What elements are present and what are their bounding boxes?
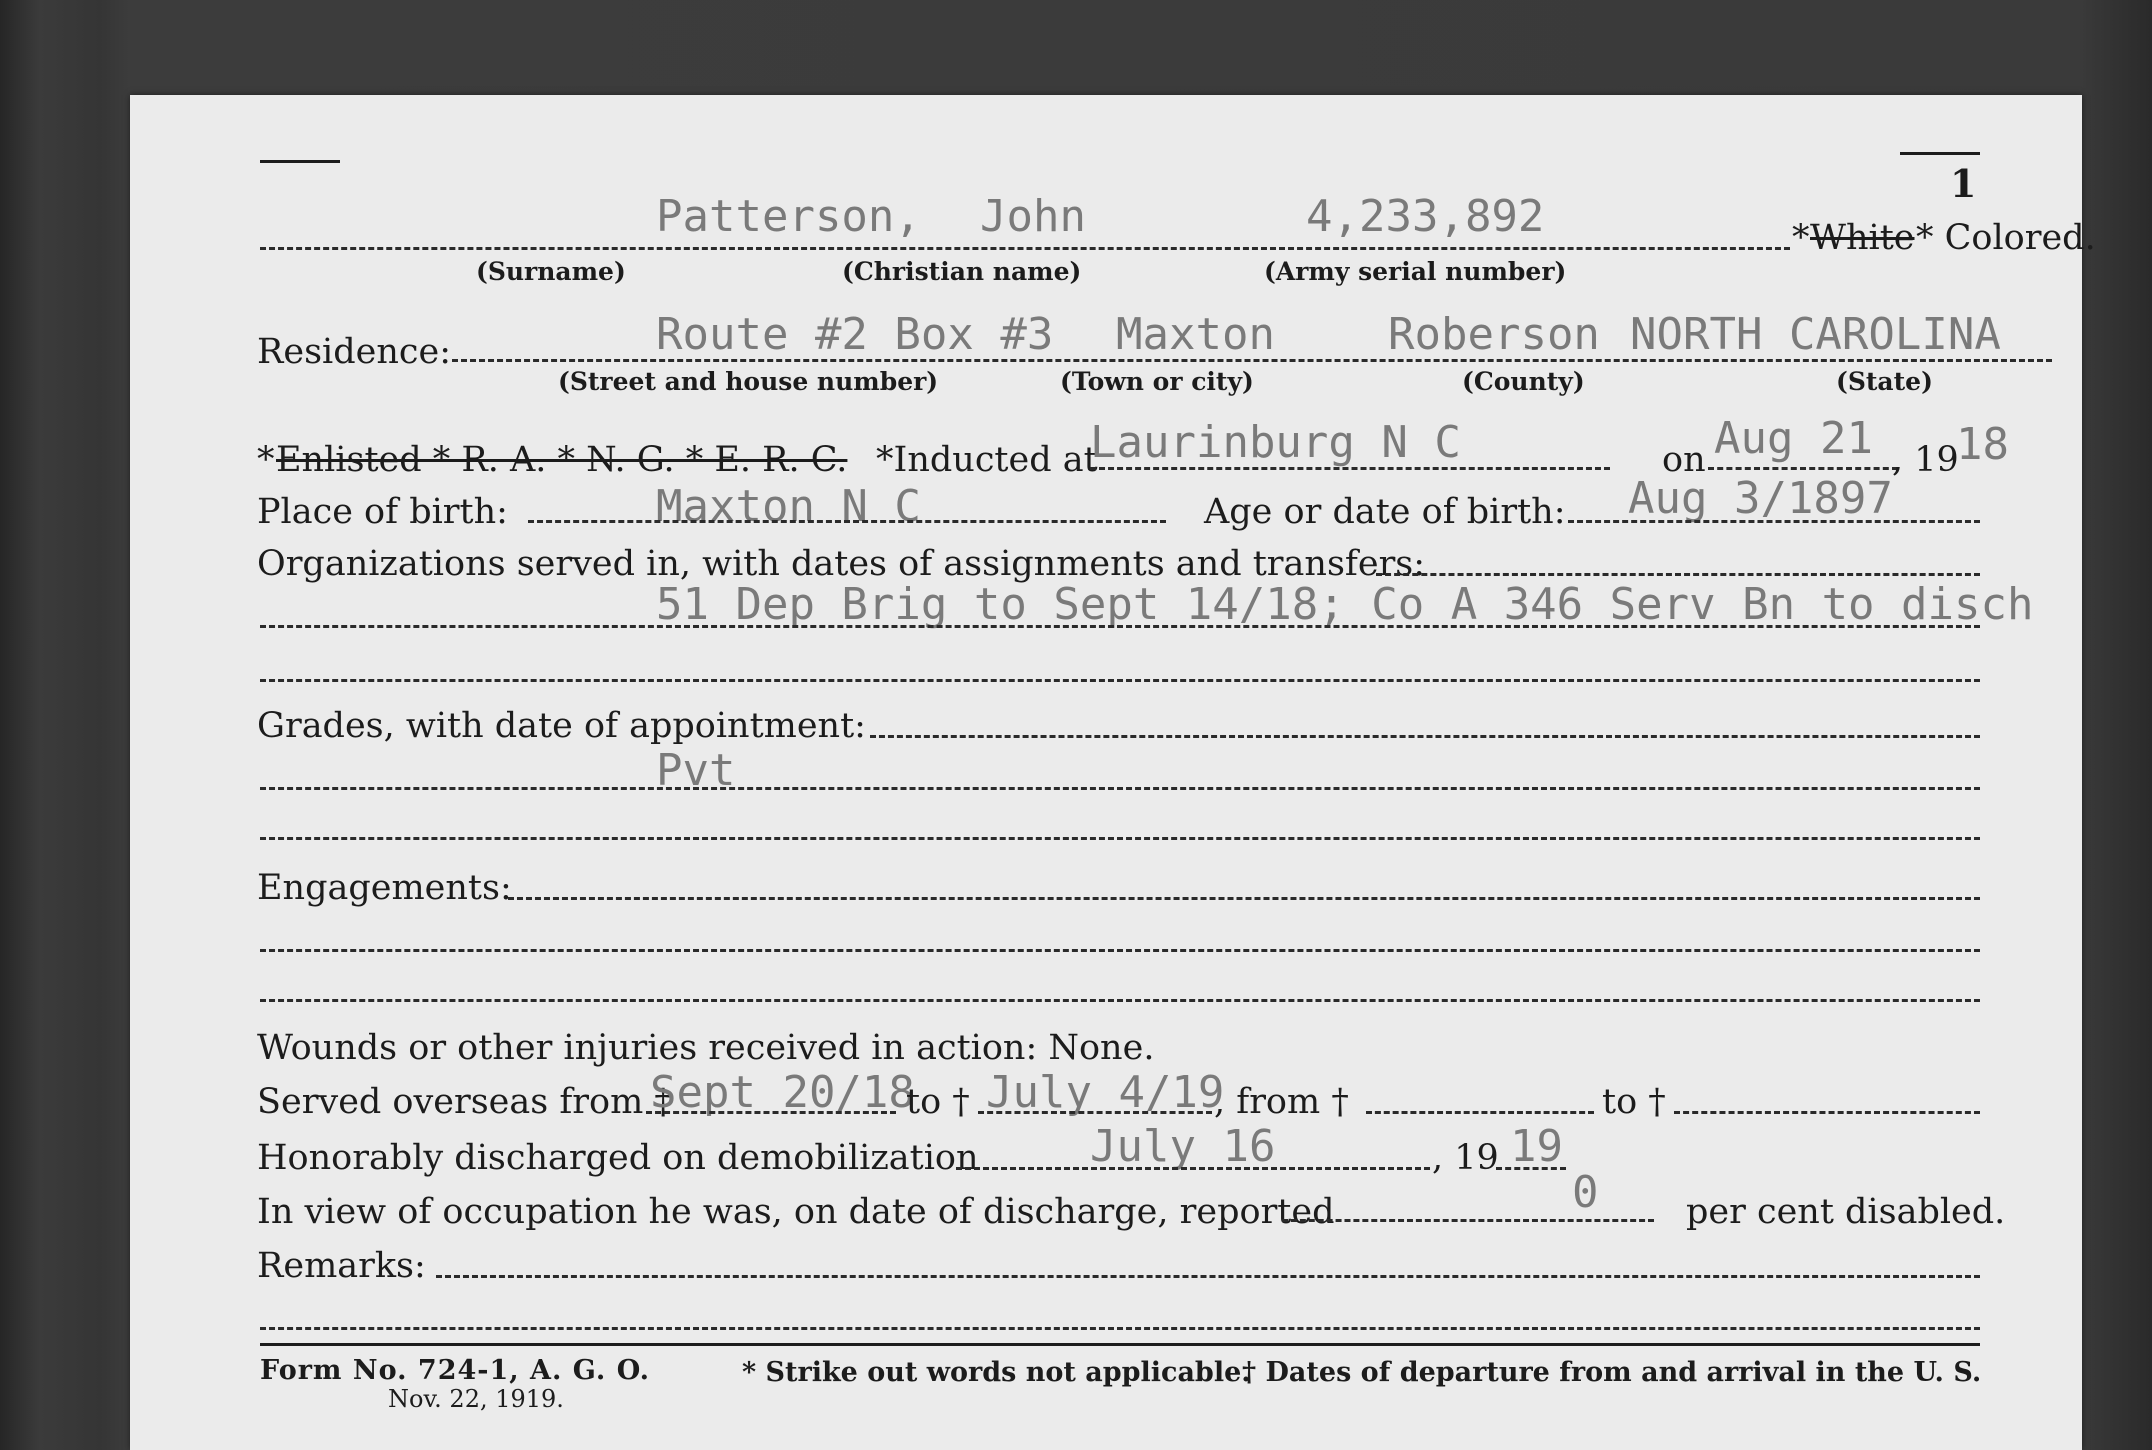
grades-line-3 [260, 837, 1980, 840]
birth-date-value: Aug 3/1897 [1628, 473, 1893, 524]
overseas-from-value: Sept 20/18 [650, 1067, 915, 1118]
discharge-year-value: 19 [1510, 1121, 1563, 1172]
form-date: Nov. 22, 1919. [388, 1385, 564, 1413]
overseas-label: Served overseas from † [257, 1082, 672, 1122]
occupation-label: In view of occupation he was, on date of discharge, reported [257, 1192, 1335, 1232]
surname-caption: (Surname) [476, 257, 626, 286]
organizations-line-2 [260, 625, 1980, 628]
to-label: to † [906, 1082, 970, 1122]
organizations-line-1 [1376, 573, 1980, 576]
race-colored: * Colored. [1916, 218, 2096, 258]
remarks-label: Remarks: [257, 1246, 426, 1286]
overseas-to-line [978, 1111, 1212, 1114]
christian-name-value: John [980, 191, 1086, 242]
grades-line-1 [870, 735, 1980, 738]
birth-date-line [1568, 520, 1980, 523]
inducted-date-value: Aug 21 [1714, 413, 1873, 464]
engagements-line-1 [508, 897, 1980, 900]
to-label-2: to † [1602, 1082, 1666, 1122]
inducted-label: *Inducted at [876, 440, 1098, 480]
overseas-to2-line [1674, 1111, 1980, 1114]
strike-note: * Strike out words not applicable. [742, 1357, 1251, 1388]
serial-caption: (Army serial number) [1264, 257, 1567, 286]
race-star: * [1792, 218, 1810, 258]
footer-rule [260, 1343, 1980, 1346]
town-caption: (Town or city) [1060, 367, 1254, 396]
discharged-label: Honorably discharged on demobilization [257, 1138, 979, 1178]
serial-number-value: 4,233,892 [1306, 191, 1545, 242]
race-white: White [1810, 218, 1915, 258]
wounds-label: Wounds or other injuries received in action: None. [257, 1028, 1155, 1068]
county-value: Roberson [1388, 309, 1600, 360]
name-line [260, 247, 1790, 250]
remarks-line-2 [260, 1327, 1980, 1330]
street-value: Route #2 Box #3 [656, 309, 1054, 360]
grades-label: Grades, with date of appointment: [257, 706, 866, 746]
inducted-place-line [1090, 467, 1610, 470]
organizations-line-3 [260, 679, 1980, 682]
birthplace-value: Maxton N C [656, 481, 921, 532]
grades-value: Pvt [656, 745, 736, 796]
engagements-label: Engagements: [257, 868, 512, 908]
service-record-card [130, 95, 2096, 1450]
overseas-from2-line [1366, 1111, 1594, 1114]
inducted-date-line [1708, 467, 1898, 470]
organizations-label: Organizations served in, with dates of assignments and transfers: [257, 544, 1426, 584]
percent-disabled-line [1282, 1219, 1654, 1222]
surname-value: Patterson, [656, 191, 921, 242]
state-value: NORTH CAROLINA [1630, 309, 2001, 360]
remarks-line-1 [436, 1275, 1980, 1278]
percent-disabled-value: 0 [1572, 1167, 1599, 1218]
on-label: on [1662, 440, 1706, 480]
residence-label: Residence: [257, 332, 451, 372]
engagements-line-3 [260, 999, 1980, 1002]
birthplace-label: Place of birth: [257, 492, 508, 532]
overseas-to-value: July 4/19 [986, 1067, 1225, 1118]
inducted-place-value: Laurinburg N C [1090, 417, 1461, 468]
top-left-rule [260, 160, 340, 163]
form-number: Form No. 724-1, A. G. O. [260, 1355, 651, 1386]
residence-line [452, 359, 2052, 362]
discharge-date-line [956, 1167, 1430, 1170]
age-label: Age or date of birth: [1204, 492, 1566, 532]
state-caption: (State) [1836, 367, 1933, 396]
overseas-from-line [646, 1111, 896, 1114]
christian-name-caption: (Christian name) [842, 257, 1082, 286]
year-prefix: , 19 [1892, 440, 1959, 480]
enlisted-prefix: * [257, 440, 275, 480]
town-value: Maxton [1116, 309, 1275, 360]
page-number: 1 [1950, 161, 1977, 206]
street-caption: (Street and house number) [558, 367, 939, 396]
top-right-rule [1900, 152, 1980, 155]
disabled-label: per cent disabled. [1686, 1192, 2006, 1232]
birthplace-line [528, 520, 1166, 523]
discharge-year-prefix: , 19 [1432, 1138, 1499, 1178]
county-caption: (County) [1462, 367, 1585, 396]
inducted-year-value: 18 [1956, 419, 2009, 470]
discharge-date-value: July 16 [1090, 1121, 1276, 1172]
enlisted-struck: Enlisted * R. A. * N. G. * E. R. C. [276, 440, 848, 480]
grades-line-2 [260, 787, 1980, 790]
organizations-value: 51 Dep Brig to Sept 14/18; Co A 346 Serv Bn to disch [656, 579, 2034, 630]
from-label: , from † [1214, 1082, 1349, 1122]
dates-note: † Dates of departure from and arrival in the U. S. [1242, 1357, 1982, 1388]
engagements-line-2 [260, 949, 1980, 952]
discharge-year-line [1496, 1167, 1566, 1170]
